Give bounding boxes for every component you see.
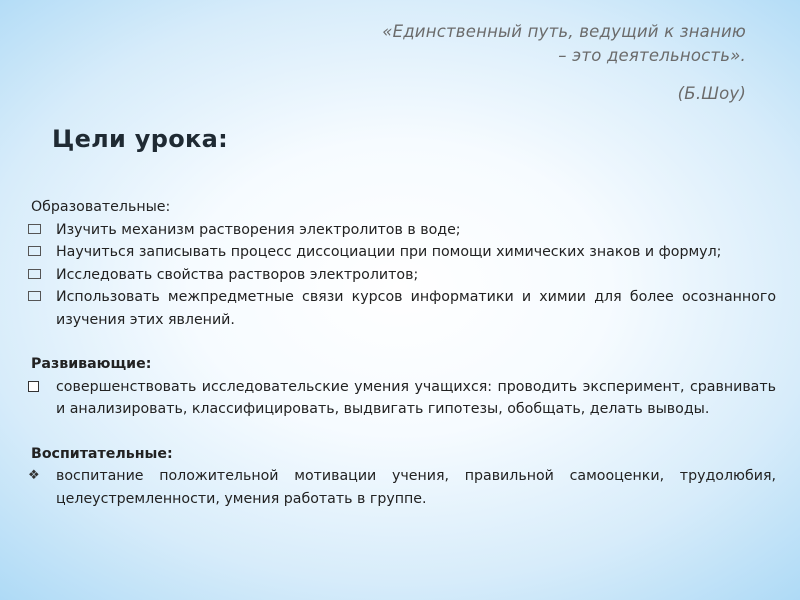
developmental-goals-title: Развивающие: [31,356,152,372]
upbringing-goals-section [26,443,776,511]
educational-goal-text: Использовать межпредметные связи курсов информатики и химии для более осознанного изучения этих явлений. [56,289,776,328]
educational-goal-text: Исследовать свойства растворов электролитов; [56,266,419,283]
epigraph-quote [266,20,746,106]
four-diamond-bullet-icon: ❖ [28,468,40,483]
list-item [26,264,776,287]
quote-line-2: – это деятельность». [558,46,746,65]
list-item [26,465,776,510]
goals-content [26,196,776,532]
quote-author: (Б.Шоу) [677,84,746,103]
developmental-goal-text: совершенствовать исследовательские умения учащихся: проводить эксперимент, сравнивать и анализировать, классифицировать, выдвигать гипотезы, обобщать, делать выводы. [56,378,776,417]
educational-goals-section [26,196,776,331]
list-item [26,286,776,331]
upbringing-goals-title: Воспитательные: [31,445,173,462]
lesson-goals-heading: Цели урока: [52,125,228,153]
checkbox-square-bullet-icon [26,376,56,399]
arrow-bullet-icon [26,286,56,309]
arrow-bullet-icon [26,241,56,264]
quote-line-1: «Единственный путь, ведущий к знанию [382,22,746,41]
list-item [26,219,776,242]
educational-goal-text: Изучить механизм растворения электролитов в воде; [56,221,461,238]
list-item [26,376,776,421]
arrow-bullet-icon [26,264,56,287]
arrow-bullet-icon [26,219,56,242]
educational-goals-title: Образовательные: [31,199,171,215]
list-item [26,241,776,264]
educational-goal-text: Научиться записывать процесс диссоциации при помощи химических знаков и формул; [56,244,722,260]
upbringing-goal-text: воспитание положительной мотивации учения, правильной самооценки, трудолюбия, целеустремленности, умения работать в группе. [56,468,776,507]
developmental-goals-section [26,353,776,421]
